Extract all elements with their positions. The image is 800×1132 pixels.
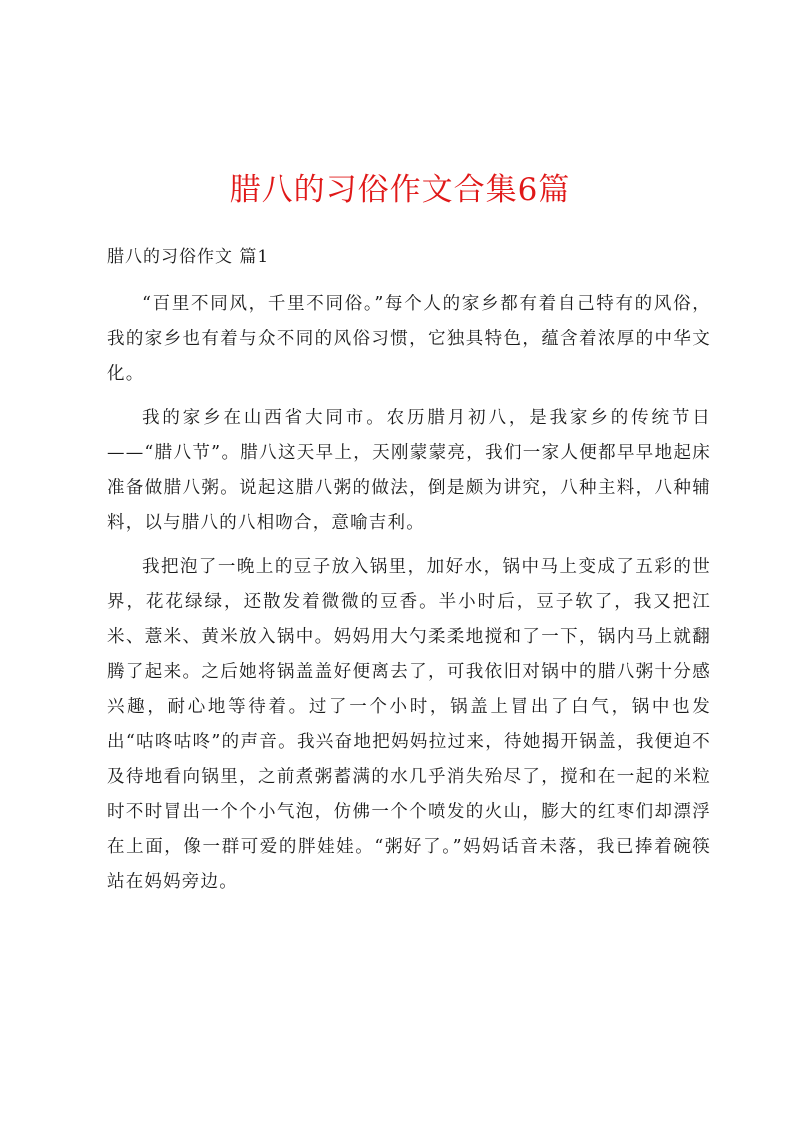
- paragraph: 我的家乡在山西省大同市。农历腊月初八，是我家乡的传统节日——“腊八节”。腊八这天早上，天刚蒙蒙亮，我们一家人便都早早地起床准备做腊八粥。说起这腊八粥的做法，倒是颇为讲究，八种主料，八种辅料，以与腊八的八相吻合，意喻吉利。: [107, 408, 711, 533]
- paragraph: 我把泡了一晚上的豆子放入锅里，加好水，锅中马上变成了五彩的世界，花花绿绿，还散发着微微的豆香。半小时后，豆子软了，我又把江米、薏米、黄米放入锅中。妈妈用大勺柔柔地搅和了一下，锅内马上就翻腾了起来。之后她将锅盖盖好便离去了，可我依旧对锅中的腊八粥十分感兴趣，耐心地等待着。过了一个小时，锅盖上冒出了白气，锅中也发出“咕咚咕咚”的声音。我兴奋地把妈妈拉过来，待她揭开锅盖，我便迫不及待地看向锅里，之前煮粥蓄满的水几乎消失殆尽了，搅和在一起的米粒时不时冒出一个个小气泡，仿佛一个个喷发的火山，膨大的红枣们却漂浮在上面，像一群可爱的胖娃娃。“粥好了。”妈妈话音未落，我已捧着碗筷站在妈妈旁边。: [107, 557, 711, 892]
- article-body: [107, 287, 711, 909]
- paragraph: “百里不同风，千里不同俗。”每个人的家乡都有着自己特有的风俗，我的家乡也有着与众不同的风俗习惯，它独具特色，蕴含着浓厚的中华文化。: [107, 294, 711, 384]
- section-heading: 腊八的习俗作文 篇1: [107, 247, 270, 267]
- document-title: 腊八的习俗作文合集6篇: [229, 172, 571, 208]
